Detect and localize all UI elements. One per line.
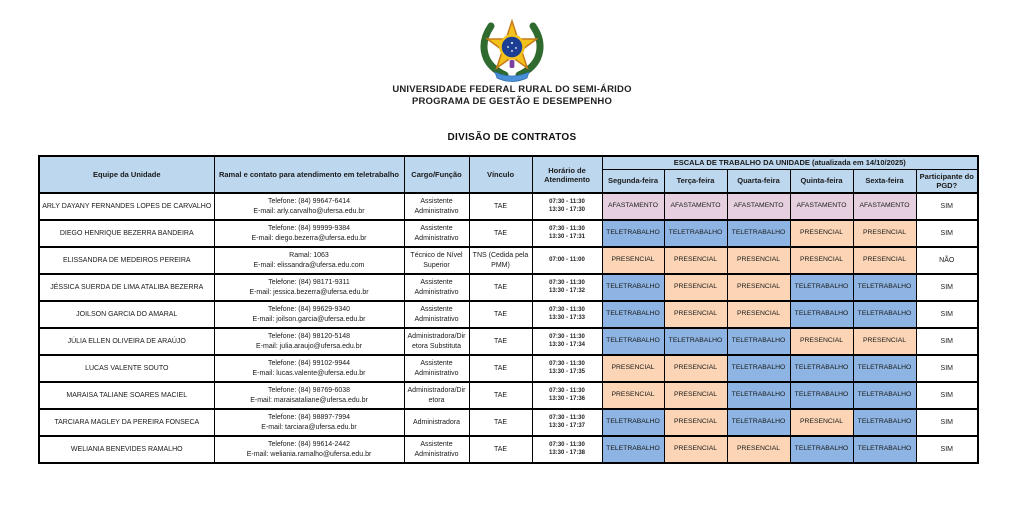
col-header-contato: Ramal e contato para atendimento em teletrabalho — [214, 156, 404, 193]
horario-afternoon: 13:30 - 17:30 — [548, 206, 586, 213]
horario-morning: 07:30 - 11:30 — [549, 225, 585, 232]
horario-value — [532, 220, 602, 247]
pgd-value: NÃO — [916, 247, 978, 274]
horario-value — [532, 301, 602, 328]
page-title: DIVISÃO DE CONTRATOS — [447, 132, 577, 143]
col-header-equipe: Equipe da Unidade — [39, 156, 214, 193]
day-status-cell: TELETRABALHO — [602, 436, 664, 463]
university-name: UNIVERSIDADE FEDERAL RURAL DO SEMI-ÁRIDO — [392, 84, 632, 95]
horario-morning: 07:30 - 11:30 — [549, 441, 585, 448]
contact-email: E-mail: arly.carvalho@ufersa.edu.br — [253, 207, 365, 215]
employee-name: JOILSON GARCIA DO AMARAL — [39, 301, 214, 328]
horario-afternoon: 13:30 - 17:34 — [548, 341, 586, 348]
day-status-cell: TELETRABALHO — [853, 274, 916, 301]
pgd-value: SIM — [916, 409, 978, 436]
employee-name: WELIANIA BENEVIDES RAMALHO — [39, 436, 214, 463]
contact-phone: Telefone: (84) 99999-9384 — [267, 225, 351, 233]
contact-info — [214, 355, 404, 382]
contact-info — [214, 274, 404, 301]
table-row — [39, 409, 978, 436]
contact-info — [214, 220, 404, 247]
contact-info — [214, 436, 404, 463]
day-status-cell: PRESENCIAL — [664, 247, 727, 274]
col-header-cargo: Cargo/Função — [404, 156, 469, 193]
contact-phone: Telefone: (84) 98897-7994 — [267, 414, 351, 422]
escala-group-header: ESCALA DE TRABALHO DA UNIDADE (atualizada em 14/10/2025) — [602, 156, 978, 169]
cargo-value: Assistente Administrativo — [404, 274, 469, 301]
col-header-vinculo: Vínculo — [469, 156, 532, 193]
pgd-value: SIM — [916, 193, 978, 220]
horario-afternoon: 13:30 - 17:35 — [548, 368, 586, 375]
horario-morning: 07:30 - 11:30 — [549, 279, 585, 286]
table-body — [39, 193, 978, 463]
day-status-cell: TELETRABALHO — [727, 409, 790, 436]
horario-afternoon: 13:30 - 17:32 — [548, 287, 586, 294]
contact-phone: Telefone: (84) 98120-5148 — [267, 333, 351, 341]
horario-morning: 07:30 - 11:30 — [549, 360, 585, 367]
contact-email: E-mail: weliania.ramalho@ufersa.edu.br — [246, 450, 372, 458]
cargo-value: Assistente Administrativo — [404, 436, 469, 463]
col-header-horario: Horário de Atendimento — [532, 156, 602, 193]
cargo-value: Assistente Administrativo — [404, 355, 469, 382]
horario-value — [532, 436, 602, 463]
day-status-cell: PRESENCIAL — [727, 436, 790, 463]
employee-name: TARCIARA MAGLEY DA PEREIRA FONSECA — [39, 409, 214, 436]
day-status-cell: AFASTAMENTO — [853, 193, 916, 220]
contact-info — [214, 409, 404, 436]
cargo-value: Assistente Administrativo — [404, 193, 469, 220]
vinculo-value: TAE — [469, 301, 532, 328]
program-name: PROGRAMA DE GESTÃO E DESEMPENHO — [411, 96, 613, 107]
table-row — [39, 301, 978, 328]
day-status-cell: TELETRABALHO — [727, 220, 790, 247]
table-row — [39, 220, 978, 247]
employee-name: JÚLIA ELLEN OLIVEIRA DE ARAÚJO — [39, 328, 214, 355]
horario-afternoon: 13:30 - 17:33 — [548, 314, 586, 321]
day-status-cell: TELETRABALHO — [602, 220, 664, 247]
contact-phone: Telefone: (84) 99647-6414 — [267, 198, 351, 206]
day-status-cell: TELETRABALHO — [664, 220, 727, 247]
horario-value — [532, 382, 602, 409]
day-status-cell: PRESENCIAL — [853, 247, 916, 274]
horario-morning: 07:00 - 11:00 — [549, 256, 585, 263]
contact-email: E-mail: elissandra@ufersa.edu.com — [253, 261, 365, 269]
day-status-cell: TELETRABALHO — [853, 382, 916, 409]
contact-info — [214, 301, 404, 328]
day-status-cell: PRESENCIAL — [664, 274, 727, 301]
table-row — [39, 274, 978, 301]
vinculo-value: TNS (Cedida pela PMM) — [469, 247, 532, 274]
horario-value — [532, 328, 602, 355]
day-status-cell: TELETRABALHO — [602, 301, 664, 328]
day-status-cell: PRESENCIAL — [853, 220, 916, 247]
contact-email: E-mail: joilson.garcia@ufersa.edu.br — [252, 315, 366, 323]
day-status-cell: PRESENCIAL — [602, 355, 664, 382]
day-status-cell: AFASTAMENTO — [664, 193, 727, 220]
cargo-value: Assistente Administrativo — [404, 220, 469, 247]
contact-info — [214, 247, 404, 274]
pgd-value: SIM — [916, 274, 978, 301]
contact-info — [214, 382, 404, 409]
contact-info — [214, 193, 404, 220]
day-status-cell: TELETRABALHO — [602, 274, 664, 301]
day-status-cell: PRESENCIAL — [727, 247, 790, 274]
table-row — [39, 382, 978, 409]
pgd-value: SIM — [916, 436, 978, 463]
col-header-quarta: Quarta-feira — [727, 169, 790, 193]
day-status-cell: TELETRABALHO — [853, 436, 916, 463]
pgd-value: SIM — [916, 382, 978, 409]
contact-phone: Telefone: (84) 99629-9340 — [267, 306, 351, 314]
vinculo-value: TAE — [469, 220, 532, 247]
vinculo-value: TAE — [469, 274, 532, 301]
day-status-cell: TELETRABALHO — [790, 274, 853, 301]
day-status-cell: PRESENCIAL — [790, 220, 853, 247]
col-header-segunda: Segunda-feira — [602, 169, 664, 193]
day-status-cell: AFASTAMENTO — [727, 193, 790, 220]
day-status-cell: PRESENCIAL — [664, 301, 727, 328]
pgd-value: SIM — [916, 220, 978, 247]
cargo-value: Administradora/Diretora — [404, 382, 469, 409]
day-status-cell: TELETRABALHO — [727, 328, 790, 355]
table-row — [39, 355, 978, 382]
col-header-quinta: Quinta-feira — [790, 169, 853, 193]
horario-value — [532, 355, 602, 382]
day-status-cell: TELETRABALHO — [602, 409, 664, 436]
horario-afternoon: 13:30 - 17:31 — [548, 233, 586, 240]
cargo-value: Administradora — [404, 409, 469, 436]
day-status-cell: PRESENCIAL — [790, 247, 853, 274]
horario-morning: 07:30 - 11:30 — [549, 198, 585, 205]
vinculo-value: TAE — [469, 355, 532, 382]
contact-email: E-mail: jessica.bezerra@ufersa.edu.br — [249, 288, 369, 296]
table-row — [39, 328, 978, 355]
day-status-cell: TELETRABALHO — [790, 382, 853, 409]
contact-phone: Telefone: (84) 99102-9944 — [267, 360, 351, 368]
table-row — [39, 247, 978, 274]
day-status-cell: TELETRABALHO — [790, 355, 853, 382]
day-status-cell: TELETRABALHO — [790, 301, 853, 328]
cargo-value: Administradora/Diretora Substituta — [404, 328, 469, 355]
employee-name: DIEGO HENRIQUE BEZERRA BANDEIRA — [39, 220, 214, 247]
vinculo-value: TAE — [469, 409, 532, 436]
day-status-cell: TELETRABALHO — [790, 436, 853, 463]
contact-info — [214, 328, 404, 355]
horario-morning: 07:30 - 11:30 — [549, 414, 585, 421]
horario-morning: 07:30 - 11:30 — [549, 333, 585, 340]
vinculo-value: TAE — [469, 193, 532, 220]
horario-afternoon: 13:30 - 17:37 — [548, 422, 586, 429]
horario-afternoon: 13:30 - 17:38 — [548, 449, 586, 456]
employee-name: LUCAS VALENTE SOUTO — [39, 355, 214, 382]
employee-name: MARAISA TALIANE SOARES MACIEL — [39, 382, 214, 409]
day-status-cell: TELETRABALHO — [727, 355, 790, 382]
day-status-cell: PRESENCIAL — [727, 301, 790, 328]
day-status-cell: PRESENCIAL — [727, 274, 790, 301]
cargo-value: Técnico de Nível Superior — [404, 247, 469, 274]
contact-phone: Telefone: (84) 98769-6038 — [267, 387, 351, 395]
contact-email: E-mail: diego.bezerra@ufersa.edu.br — [251, 234, 367, 242]
day-status-cell: PRESENCIAL — [664, 436, 727, 463]
day-status-cell: AFASTAMENTO — [790, 193, 853, 220]
day-status-cell: PRESENCIAL — [664, 409, 727, 436]
contact-email: E-mail: julia.araujo@ufersa.edu.br — [256, 342, 362, 350]
cargo-value: Assistente Administrativo — [404, 301, 469, 328]
table-header — [39, 156, 978, 193]
vinculo-value: TAE — [469, 436, 532, 463]
horario-afternoon: 13:30 - 17:36 — [548, 395, 586, 402]
day-status-cell: TELETRABALHO — [727, 382, 790, 409]
vinculo-value: TAE — [469, 328, 532, 355]
day-status-cell: PRESENCIAL — [664, 382, 727, 409]
contact-phone: Telefone: (84) 99614-2442 — [267, 441, 351, 449]
vinculo-value: TAE — [469, 382, 532, 409]
day-status-cell: AFASTAMENTO — [602, 193, 664, 220]
horario-morning: 07:30 - 11:30 — [549, 306, 585, 313]
contact-phone: Ramal: 1063 — [289, 252, 329, 260]
pgd-value: SIM — [916, 355, 978, 382]
day-status-cell: TELETRABALHO — [602, 328, 664, 355]
contact-phone: Telefone: (84) 98171-9311 — [268, 279, 350, 287]
day-status-cell: TELETRABALHO — [853, 301, 916, 328]
col-header-sexta: Sexta-feira — [853, 169, 916, 193]
brazil-coat-of-arms-icon — [477, 18, 547, 84]
contracts-schedule-table — [38, 155, 979, 464]
contact-email: E-mail: lucas.valente@ufersa.edu.br — [252, 369, 366, 377]
day-status-cell: TELETRABALHO — [853, 409, 916, 436]
horario-value — [532, 247, 602, 274]
horario-value — [532, 409, 602, 436]
table-row — [39, 436, 978, 463]
day-status-cell: TELETRABALHO — [853, 355, 916, 382]
contact-email: E-mail: tarciara@ufersa.edu.br — [261, 423, 357, 431]
horario-morning: 07:30 - 11:30 — [549, 387, 585, 394]
day-status-cell: PRESENCIAL — [790, 328, 853, 355]
col-header-pgd: Participante do PGD? — [916, 169, 978, 193]
day-status-cell: PRESENCIAL — [602, 382, 664, 409]
day-status-cell: PRESENCIAL — [664, 355, 727, 382]
day-status-cell: PRESENCIAL — [602, 247, 664, 274]
col-header-terca: Terça-feira — [664, 169, 727, 193]
day-status-cell: TELETRABALHO — [664, 328, 727, 355]
table-row — [39, 193, 978, 220]
employee-name: ELISSANDRA DE MEDEIROS PEREIRA — [39, 247, 214, 274]
employee-name: ARLY DAYANY FERNANDES LOPES DE CARVALHO — [39, 193, 214, 220]
employee-name: JÉSSICA SUERDA DE LIMA ATALIBA BEZERRA — [39, 274, 214, 301]
pgd-value: SIM — [916, 301, 978, 328]
pgd-value: SIM — [916, 328, 978, 355]
day-status-cell: PRESENCIAL — [790, 409, 853, 436]
horario-value — [532, 193, 602, 220]
horario-value — [532, 274, 602, 301]
day-status-cell: PRESENCIAL — [853, 328, 916, 355]
contact-email: E-mail: maraisataliane@ufersa.edu.br — [250, 396, 368, 404]
